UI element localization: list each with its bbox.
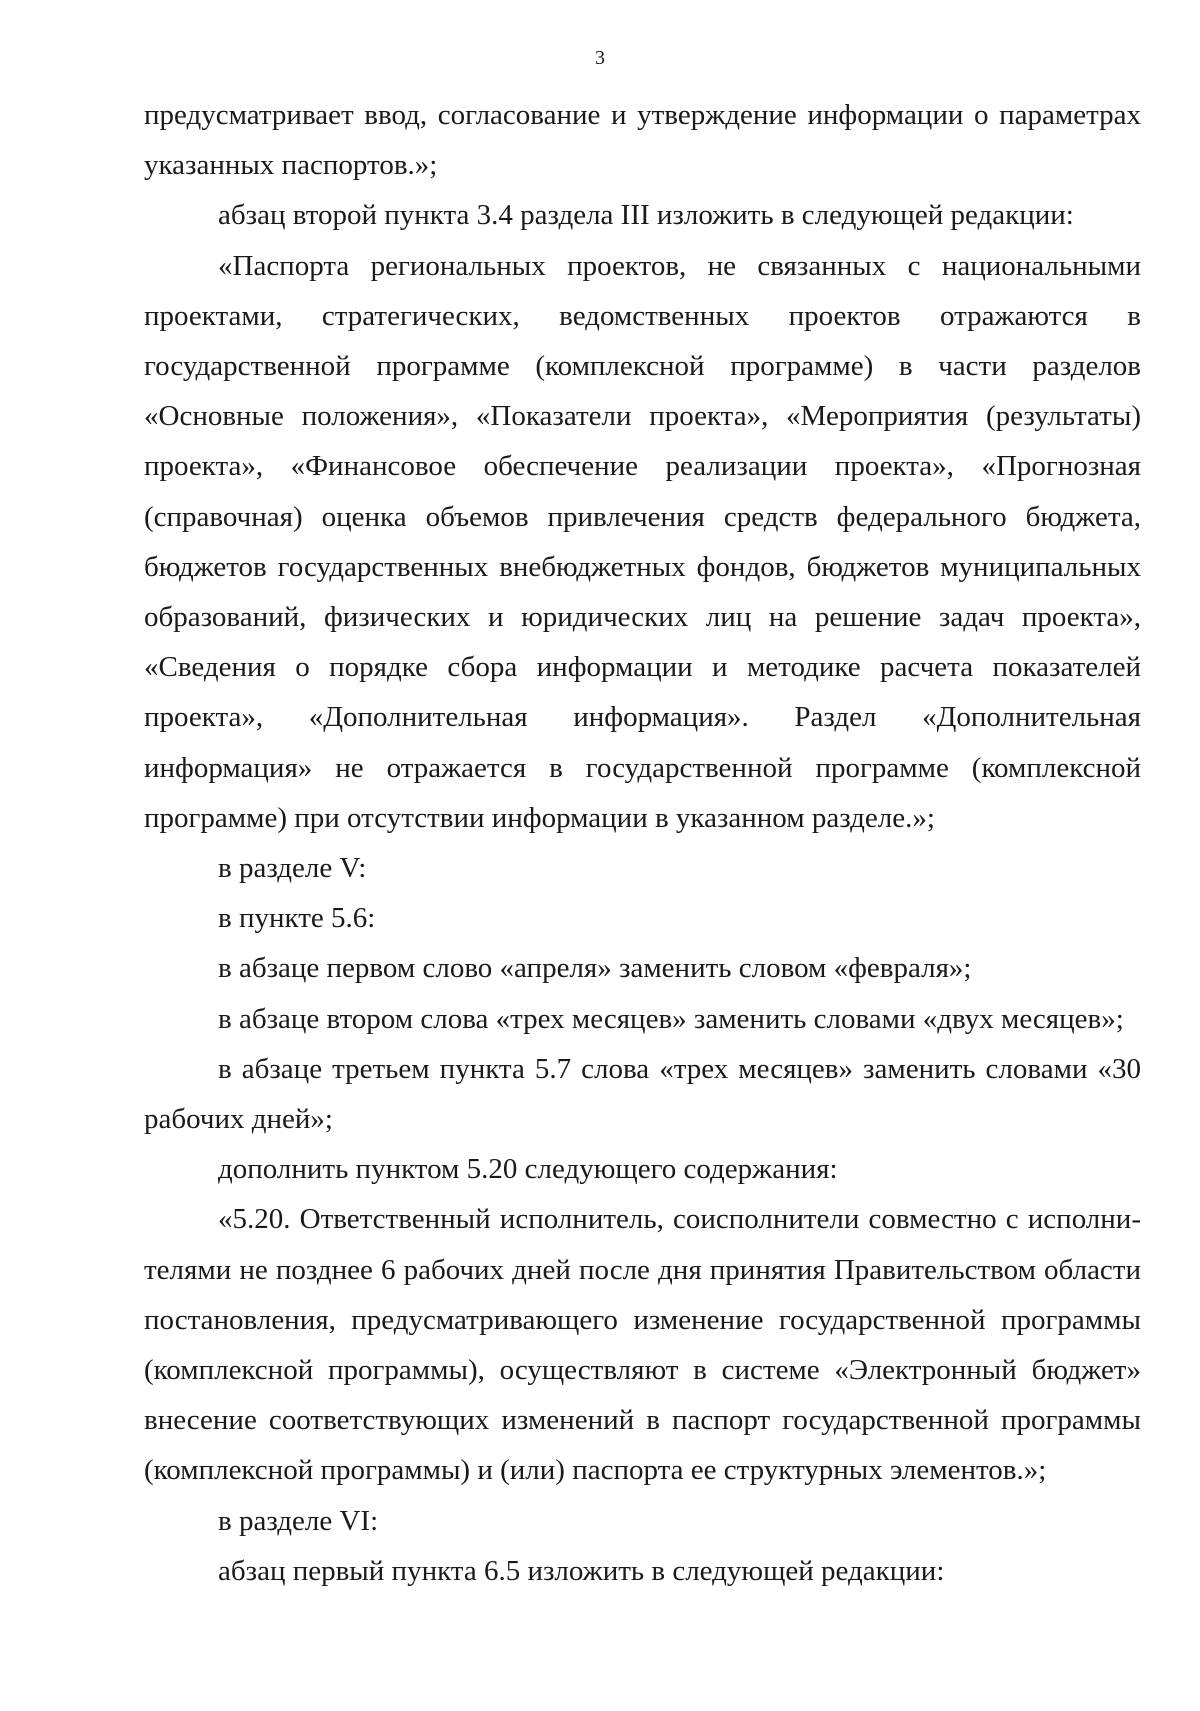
paragraph: в абзаце первом слово «апреля» заменить словом «февраля»;	[218, 952, 972, 985]
paragraph: предусматривает ввод, согласование и утверждение информации о параметрах указанных паспортов.»;	[144, 99, 1141, 182]
paragraph: в разделе V:	[218, 852, 367, 885]
paragraph: абзац второй пункта 3.4 раздела III изложить в следующей редакции:	[218, 199, 1074, 232]
paragraph: в абзаце третьем пункта 5.7 слова «трех месяцев» заменить словами «30 рабочих дней»;	[144, 1052, 1141, 1136]
paragraph: в абзаце втором слова «трех месяцев» заменить словами «двух месяцев»;	[218, 1002, 1124, 1035]
paragraph: «Паспорта региональных проектов, не связанных с национальными проектами, стратегических, ведомственных проектов отражаются в государственной программе (комплексной программе) в части разделов «Основные положения», «Показатели проекта», «Мероприятия (результаты) проекта», «Финансовое обеспечение реализации проекта», «Прогнозная (справочная) оценка объемов привлечения средств федерального бюджета, бюджетов государственных внебюджетных фондов, бюджетов муниципальных образований, физических и юридических лиц на решение задач проекта», «Сведения о порядке сбора информации и методике расчета показателей проекта», «Дополнительная информация». Раздел «Дополнительная информация» не отражается в государственной программе (комплексной программе) при отсутствии информации в указанном разделе.»;	[144, 249, 1141, 834]
paragraph: дополнить пунктом 5.20 следующего содержания:	[218, 1153, 838, 1186]
paragraph: в разделе VI:	[218, 1504, 379, 1537]
page-number: 3	[595, 47, 605, 69]
paragraph: абзац первый пункта 6.5 изложить в следующей редакции:	[218, 1554, 945, 1587]
paragraph: в пункте 5.6:	[218, 902, 376, 935]
document-body	[144, 90, 1141, 1596]
paragraph: «5.20. Ответственный исполнитель, соисполнители совместно с исполнителями не позднее 6 рабочих дней после дня принятия Правительством области постановления, предусматривающего изменение государственной программы (комплексной программы), осуществляют в системе «Электронный бюджет» внесение соответствующих изменений в паспорт государственной программы (комплексной программы) и (или) паспорта ее структурных элементов.»;	[144, 1203, 1141, 1487]
